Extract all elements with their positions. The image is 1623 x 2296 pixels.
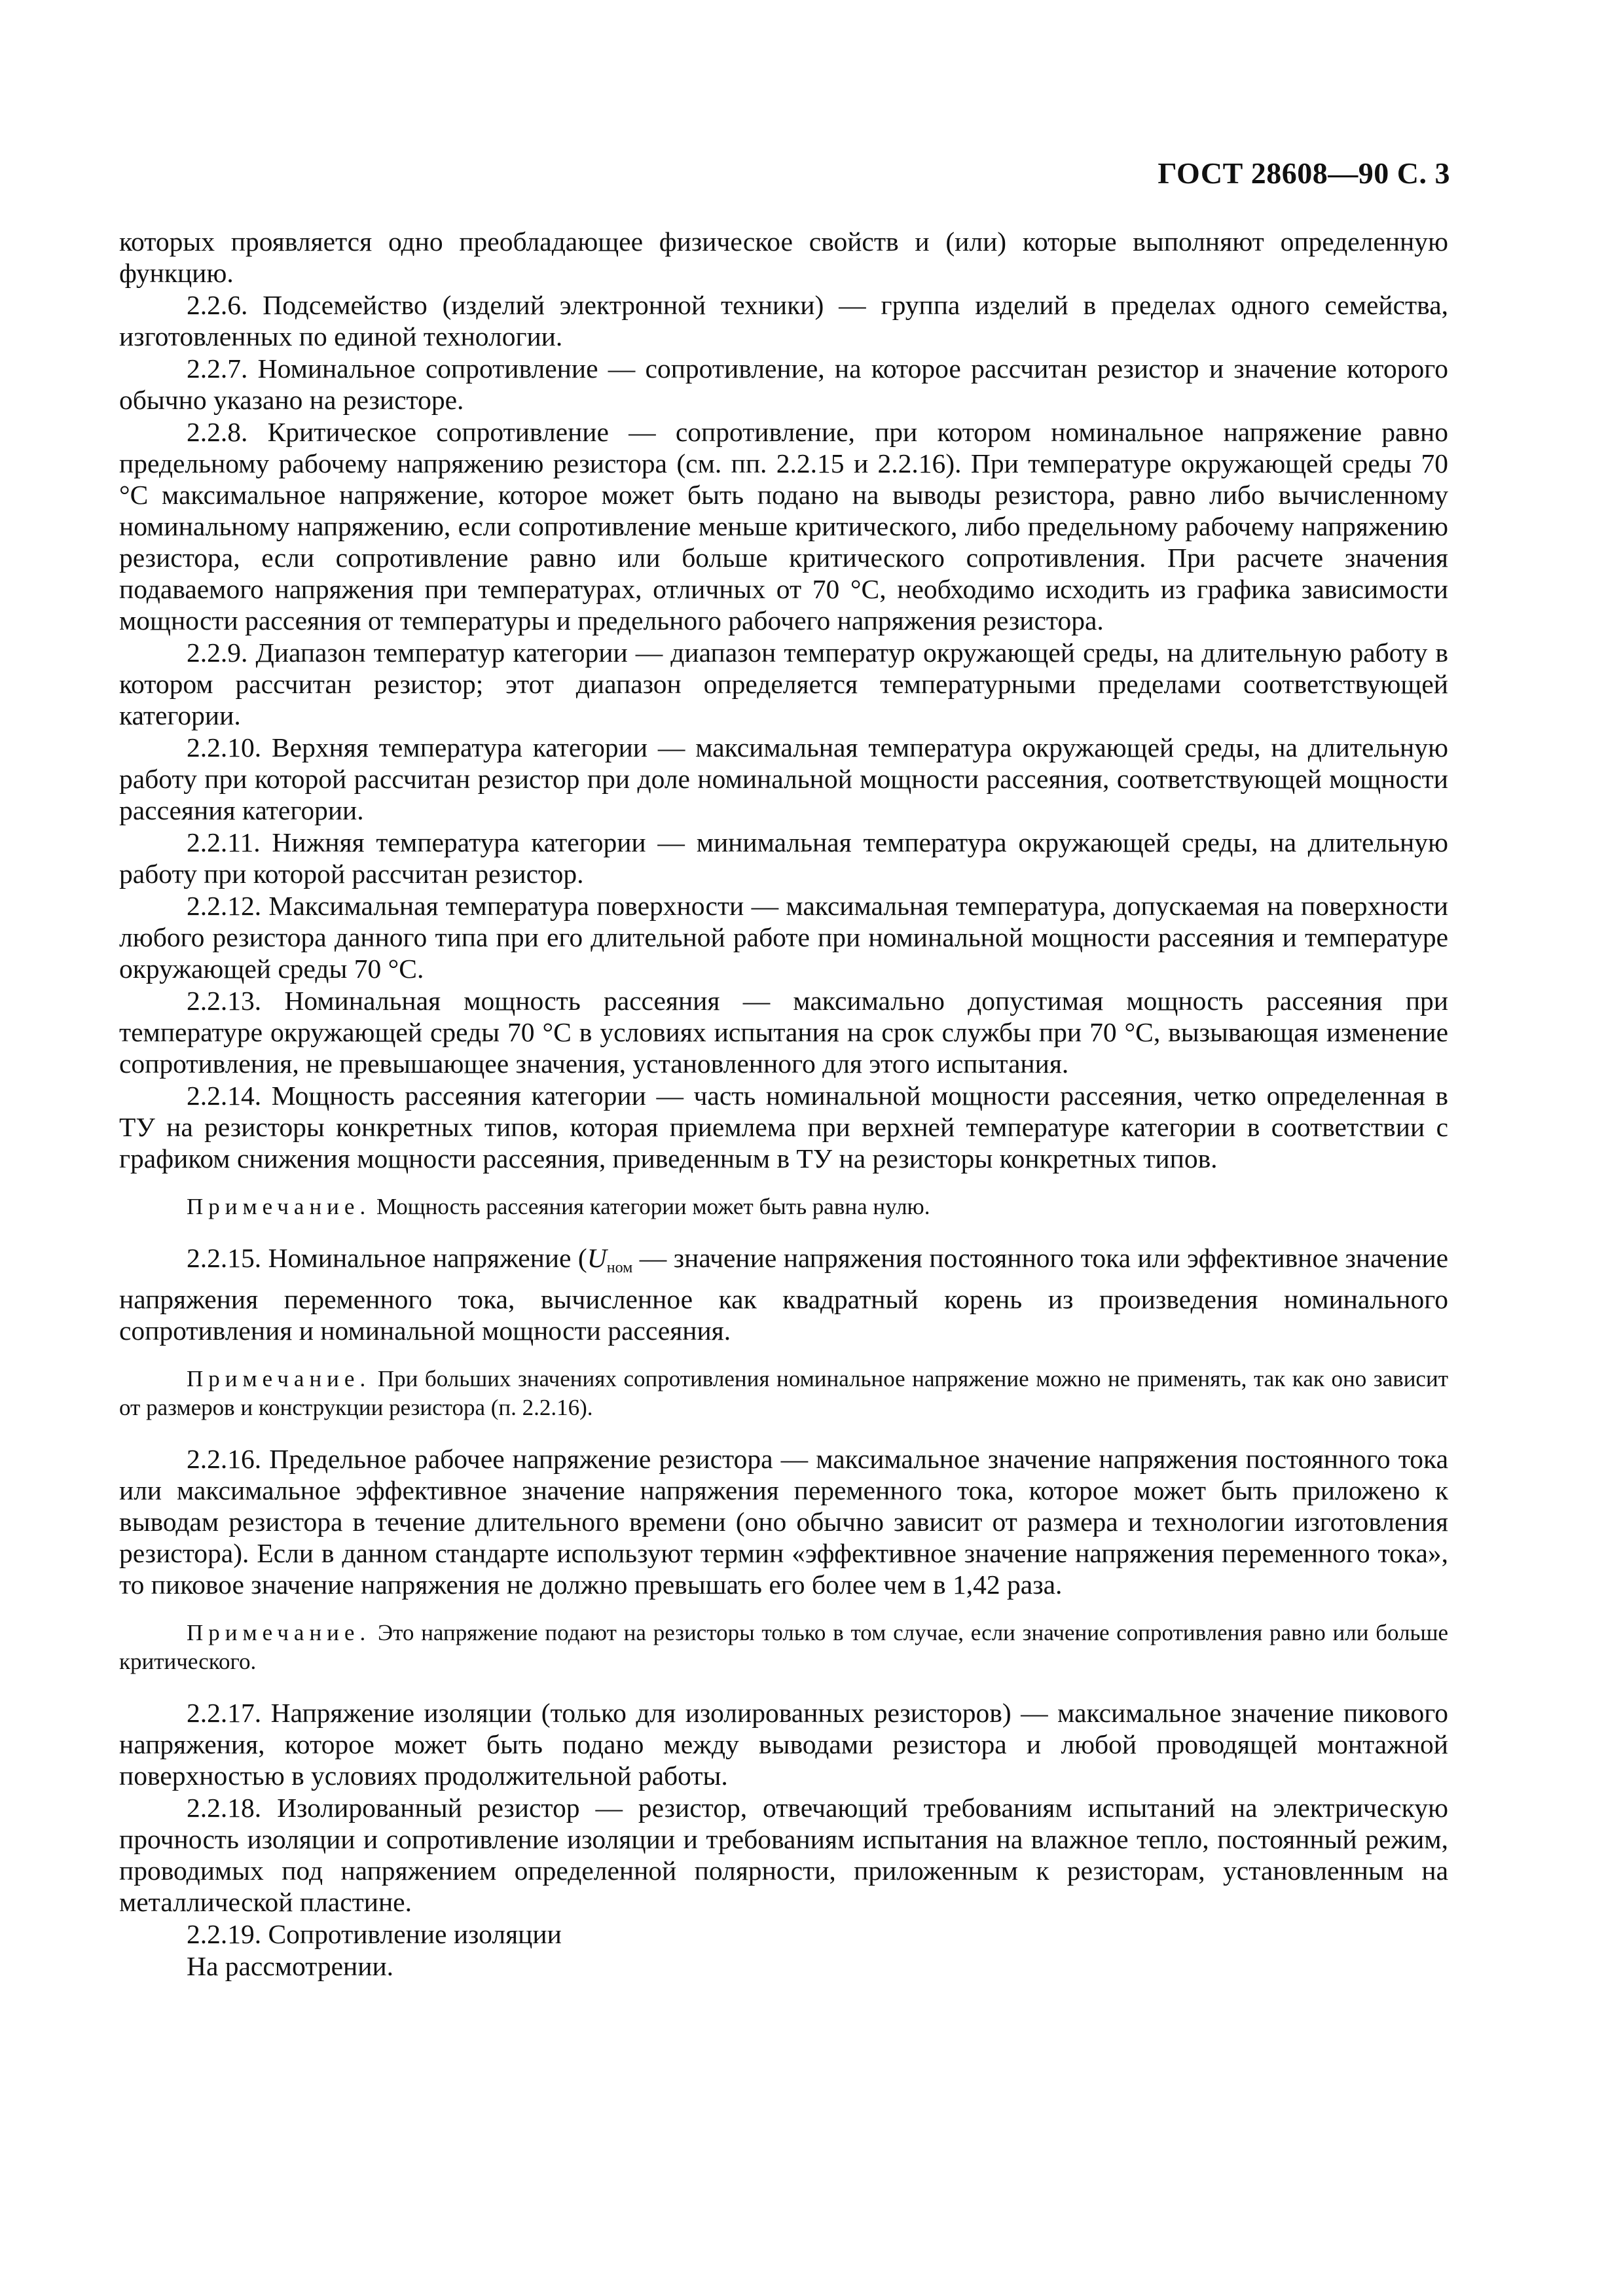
note-text: Мощность рассеяния категории может быть равна нулю.: [376, 1194, 930, 1219]
paragraph-2-2-8: 2.2.8. Критическое сопротивление — сопротивление, при котором номинальное напряжение равно предельному рабочему напряжению резистора (см. пп. 2.2.15 и 2.2.16). При температуре окружающей среды 70 °С максимальное напряжение, которое может быть подано на выводы резистора, равно либо вычисленному номинальному напряжению, если сопротивление меньше критического, либо предельному рабочему напряжению резистора, если сопротивление равно или больше критического сопротивления. При расчете значения подаваемого напряжения при температурах, отличных от 70 °С, необходимо исходить из графика зависимости мощности рассеяния от температуры и предельного рабочего напряжения резистора.: [119, 417, 1448, 636]
paragraph-2-2-19: 2.2.19. Сопротивление изоляции: [187, 1919, 562, 1949]
note-1: [119, 1193, 1448, 1221]
paragraph-2-2-16: 2.2.16. Предельное рабочее напряжение резистора — максимальное значение напряжения постоянного тока или максимальное эффективное значение напряжения переменного тока, которое может быть приложено к выводам резистора в течение длительного времени (оно обычно зависит от размера и технологии изготовления резистора). Если в данном стандарте используют термин «эффективное значение напряжения переменного тока», то пиковое значение напряжения не должно превышать его более чем в 1,42 раза.: [119, 1444, 1448, 1600]
note-3: [119, 1619, 1448, 1676]
note-label: Примечание.: [187, 1620, 371, 1645]
paragraph-2-2-7: 2.2.7. Номинальное сопротивление — сопротивление, на которое рассчитан резистор и значение которого обычно указано на резисторе.: [119, 353, 1448, 415]
paragraph-2-2-15: [119, 1242, 1448, 1346]
note-text: При больших значениях сопротивления номинальное напряжение можно не применять, так как оно зависит от размеров и конструкции резистора (п. 2.2.16).: [119, 1366, 1448, 1420]
paragraph-2-2-12: 2.2.12. Максимальная температура поверхности — максимальная температура, допускаемая на поверхности любого резистора данного типа при его длительной работе при номинальной мощности рассеяния и температуре окружающей среды 70 °С.: [119, 891, 1448, 984]
paragraph-2-2-15-end: — значение напряжения постоянного тока или эффективное значение напряжения переменного тока, вычисленное как квадратный корень из произведения номинального сопротивления и номинальной мощности рассеяния.: [119, 1243, 1449, 1346]
paragraph-2-2-6: 2.2.6. Подсемейство (изделий электронной техники) — группа изделий в пределах одного семейства, изготовленных по единой технологии.: [119, 290, 1448, 351]
voltage-symbol: U: [587, 1243, 607, 1273]
paragraph-2-2-14: 2.2.14. Мощность рассеяния категории — часть номинальной мощности рассеяния, четко определенная в ТУ на резисторы конкретных типов, которая приемлема при верхней температуре категории в соответствии с графиком снижения мощности рассеяния, приведенным в ТУ на резисторы конкретных типов.: [119, 1081, 1448, 1174]
paragraph-2-2-17: 2.2.17. Напряжение изоляции (только для изолированных резисторов) — максимальное значение пикового напряжения, которое может быть подано между выводами резистора и любой проводящей монтажной поверхностью в условиях продолжительной работы.: [119, 1698, 1448, 1791]
note-label: Примечание.: [187, 1366, 371, 1391]
paragraph-2-2-9: 2.2.9. Диапазон температур категории — диапазон температур окружающей среды, на длительную работу в котором рассчитан резистор; этот диапазон определяется температурными пределами соответствующей категории.: [119, 637, 1448, 730]
voltage-subscript: ном: [606, 1259, 633, 1276]
page-header: ГОСТ 28608—90 С. 3: [1158, 156, 1450, 190]
note-text: Это напряжение подают на резисторы только в том случае, если значение сопротивления равно или больше критического.: [119, 1620, 1449, 1674]
paragraph-2-2-15-start: 2.2.15. Номинальное напряжение (: [187, 1243, 587, 1273]
paragraph-2-2-13: 2.2.13. Номинальная мощность рассеяния — максимально допустимая мощность рассеяния при температуре окружающей среды 70 °С в условиях испытания на срок службы при 70 °С, вызывающая изменение сопротивления, не превышающее значения, установленного для этого испытания.: [119, 986, 1448, 1079]
paragraph-2-2-11: 2.2.11. Нижняя температура категории — минимальная температура окружающей среды, на длительную работу при которой рассчитан резистор.: [119, 827, 1448, 889]
paragraph-under-review: На рассмотрении.: [187, 1951, 394, 1981]
paragraph-continuation: которых проявляется одно преобладающее физическое свойств и (или) которые выполняют определенную функцию.: [119, 226, 1448, 288]
document-body: [119, 226, 1448, 1982]
paragraph-2-2-10: 2.2.10. Верхняя температура категории — максимальная температура окружающей среды, на длительную работу при которой рассчитан резистор при доле номинальной мощности рассеяния, соответствующей мощности рассеяния категории.: [119, 732, 1448, 825]
note-2: [119, 1365, 1448, 1422]
paragraph-2-2-18: 2.2.18. Изолированный резистор — резистор, отвечающий требованиям испытаний на электрическую прочность изоляции и сопротивление изоляции и требованиям испытания на влажное тепло, постоянный режим, проводимых под напряжением определенной полярности, приложенным к резисторам, установленным на металлической пластине.: [119, 1793, 1448, 1917]
note-label: Примечание.: [187, 1194, 371, 1219]
